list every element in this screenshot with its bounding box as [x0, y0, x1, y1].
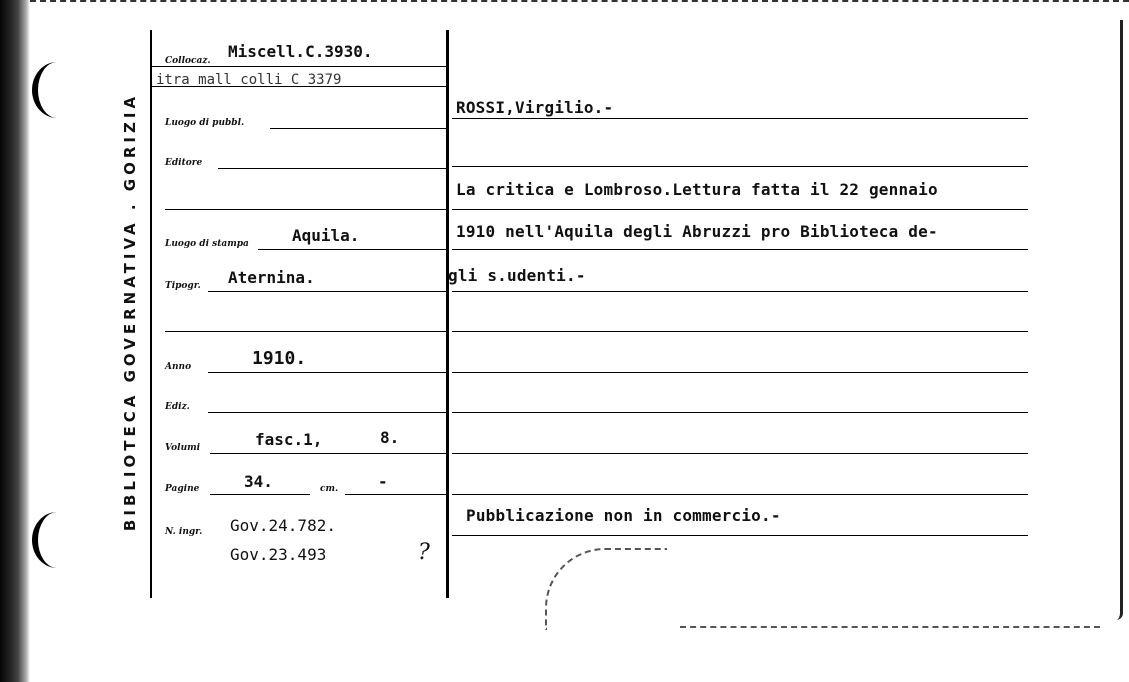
label-luogo-pubbl: Luogo di pubbl. [165, 118, 245, 128]
label-anno: Anno [165, 362, 192, 372]
rule-edizione [208, 412, 446, 413]
label-volumi: Volumi [165, 443, 201, 453]
value-collocazione-old: itra mall colli C 3379 [156, 72, 342, 88]
label-collocazione: Collocaz. [165, 56, 211, 66]
rule-author [452, 118, 1028, 119]
rule-left-3 [165, 209, 446, 210]
value-collocazione: Miscell.C.3930. [228, 42, 373, 61]
punch-hole-top [32, 62, 82, 118]
value-question-mark: ? [418, 540, 430, 565]
value-n-ingr-2: Gov.23.493 [230, 545, 327, 564]
rule-right-1 [452, 166, 1028, 167]
label-edizione: Ediz. [165, 402, 190, 412]
entry-title-line-3: gli s.udenti.- [448, 266, 586, 285]
rule-luogo-stampa [258, 249, 446, 250]
card-bottom-edge [680, 626, 1100, 628]
rule-cm [345, 494, 446, 495]
value-luogo-stampa: Aquila. [292, 226, 360, 245]
value-n-ingr-1: Gov.24.782. [230, 516, 336, 535]
rule-right-7 [452, 412, 1028, 413]
punch-hole-bottom [32, 512, 82, 568]
rule-right-10 [452, 535, 1028, 536]
rule-pagine [210, 494, 310, 495]
rule-right-6 [452, 372, 1028, 373]
curve-mark [545, 548, 667, 630]
center-rule [446, 30, 449, 598]
label-editore: Editore [165, 158, 203, 168]
entry-title-line-2: 1910 nell'Aquila degli Abruzzi pro Biblioteca de- [456, 222, 938, 241]
card-edge-shadow [0, 0, 30, 682]
label-tipografia: Tipogr. [165, 281, 201, 291]
value-cm: - [378, 472, 388, 491]
label-cm: cm. [320, 484, 339, 494]
rule-right-5 [452, 331, 1028, 332]
rule-volumi [210, 453, 446, 454]
entry-note: Pubblicazione non in commercio.- [466, 506, 781, 525]
rule-right-2 [452, 209, 1028, 210]
value-volumi: fasc.1, [255, 430, 323, 449]
left-margin-rule [150, 30, 152, 598]
rule-right-8 [452, 453, 1028, 454]
value-pagine: 34. [244, 472, 273, 491]
card-right-edge [1116, 20, 1123, 620]
value-formato: 8. [380, 428, 400, 447]
label-pagine: Pagine [165, 484, 200, 494]
entry-author: ROSSI,Virgilio.- [456, 98, 614, 117]
rule-right-3 [452, 249, 1028, 250]
rule-left-7 [165, 331, 446, 332]
rule-luogo-pubbl [270, 128, 446, 129]
label-luogo-stampa: Luogo di stampa [165, 239, 249, 249]
value-anno: 1910. [252, 348, 307, 369]
rule-right-4 [452, 291, 1028, 292]
rule-right-9 [452, 494, 1028, 495]
value-tipografia: Aternina. [228, 268, 315, 287]
rule-anno [208, 372, 446, 373]
library-stamp-text: BIBLIOTECA GOVERNATIVA . GORIZIA [121, 92, 139, 532]
label-n-ingr: N. ingr. [165, 527, 203, 537]
entry-title-line-1: La critica e Lombroso.Lettura fatta il 22 gennaio [456, 180, 938, 199]
card-top-edge [30, 0, 1129, 8]
rule-collocazione [150, 66, 446, 67]
rule-editore [218, 168, 446, 169]
rule-tipografia [208, 291, 446, 292]
